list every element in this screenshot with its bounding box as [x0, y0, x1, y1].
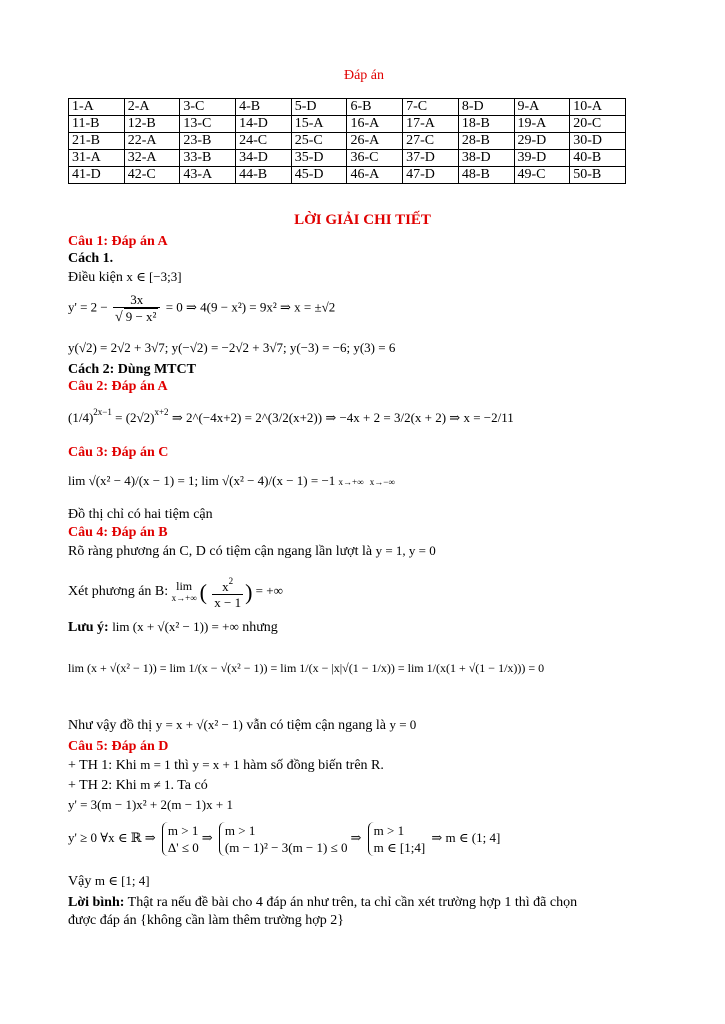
q5-sys1-row2: Δ' ≤ 0: [167, 840, 199, 855]
q5-conclusion-math: m ∈ [1; 4]: [94, 873, 150, 888]
answer-cell: 8-D: [458, 99, 514, 116]
answer-cell: 13-C: [180, 116, 236, 133]
q5-condition: y' ≥ 0 ∀x ∈ ℝ ⇒ m > 1 Δ' ≤ 0 ⇒ m > 1 (m − 1)² − 3(m − 1) ≤ 0 ⇒ m > 1 m ∈ [1;4] ⇒ m ∈ (1; 4]: [68, 823, 501, 855]
answer-cell: 5-D: [291, 99, 347, 116]
q5-comment: [68, 894, 577, 911]
q1-method1: Cách 1.: [68, 251, 114, 266]
q1-deriv-num: 3x: [113, 292, 160, 308]
q3-lim-sub2: x→−∞: [369, 477, 395, 488]
answer-cell: 20-C: [570, 116, 626, 133]
q1-derivative: [68, 292, 335, 325]
q5-th2-b: . Ta có: [170, 778, 208, 793]
q1-condition-math: x ∈ [−3;3]: [126, 269, 182, 284]
q4-line2-label: Xét phương án B:: [68, 583, 169, 599]
answer-cell: 16-A: [347, 116, 403, 133]
answer-cell: 23-B: [180, 133, 236, 150]
q1-deriv-fraction: $\frac{3x}{\text{√ 9 − x²}}$: [113, 292, 160, 325]
q4-line1-text: Rõ ràng phương án C, D có tiệm cận ngang lần lượt là: [68, 544, 373, 559]
answer-cell: 46-A: [347, 167, 403, 184]
q2-eq-right: ⇒ 2^(−4x+2) = 2^(3/2(x+2)) ⇒ −4x + 2 = 3/2(x + 2) ⇒ x = −2/11: [171, 410, 514, 425]
answer-cell: 40-B: [570, 150, 626, 167]
q5-comment-label: Lời bình:: [68, 895, 125, 910]
q5-system1: [162, 822, 199, 856]
answer-cell: 33-B: [180, 150, 236, 167]
answer-cell: 35-D: [291, 150, 347, 167]
answer-row: [69, 133, 626, 150]
q4-concl-a: Như vậy đồ thị: [68, 718, 153, 733]
answer-cell: 17-A: [403, 116, 459, 133]
q2-heading: Câu 2: Đáp án A: [68, 379, 168, 394]
q1-condition-label: Điều kiện: [68, 270, 123, 285]
q3-limits: [68, 472, 398, 489]
q1-deriv-left: y' = 2 −: [68, 299, 108, 315]
answer-cell: 32-A: [124, 150, 180, 167]
q4-heading: Câu 4: Đáp án B: [68, 525, 168, 540]
q4-concl-math2: y = 0: [389, 717, 417, 732]
answer-row: [69, 150, 626, 167]
answer-cell: 29-D: [514, 133, 570, 150]
q2-eq-exp2: x+2: [154, 407, 169, 417]
answer-cell: 9-A: [514, 99, 570, 116]
answer-cell: 39-D: [514, 150, 570, 167]
q5-th1-b: thì: [174, 758, 189, 773]
answer-cell: 2-A: [124, 99, 180, 116]
q4-concl-b: vẫn có tiệm cận ngang là: [246, 718, 386, 733]
q2-equation: [68, 404, 514, 426]
answer-cell: 47-D: [403, 167, 459, 184]
answer-cell: 49-C: [514, 167, 570, 184]
answer-cell: 41-D: [69, 167, 125, 184]
q4-line1-math: y = 1, y = 0: [375, 543, 436, 558]
q5-conclusion: [68, 872, 150, 890]
answer-cell: 21-B: [69, 133, 125, 150]
answer-cell: 28-B: [458, 133, 514, 150]
q4-conclusion: [68, 716, 416, 734]
q5-sys3-row1: m > 1: [373, 823, 405, 838]
answer-cell: 38-D: [458, 150, 514, 167]
answer-cell: 25-C: [291, 133, 347, 150]
q5-heading: Câu 5: Đáp án D: [68, 739, 169, 754]
answer-cell: 27-C: [403, 133, 459, 150]
answer-cell: 18-B: [458, 116, 514, 133]
q4-line2-math: = +∞: [255, 582, 283, 598]
q4-note: [68, 618, 278, 636]
answer-row: [69, 116, 626, 133]
answer-cell: 44-B: [236, 167, 292, 184]
q5-th2-math: m ≠ 1: [140, 777, 171, 792]
answer-cell: 3-C: [180, 99, 236, 116]
q5-system2: [219, 822, 348, 856]
answer-row: [69, 167, 626, 184]
q1-deriv-den: 9 − x²: [125, 309, 157, 324]
q5-th1-a: + TH 1: Khi: [68, 758, 137, 773]
q3-lim-expr: lim √(x² − 4)/(x − 1) = 1; lim √(x² − 4)/(x − 1) = −1: [68, 473, 336, 488]
answer-cell: 19-A: [514, 116, 570, 133]
q5-th1-math2: y = x + 1: [192, 757, 240, 772]
answer-cell: 7-C: [403, 99, 459, 116]
answer-cell: 11-B: [69, 116, 125, 133]
q1-deriv-right: = 0 ⇒ 4(9 − x²) = 9x² ⇒ x = ±√2: [165, 299, 336, 315]
q5-sys3-row2: m ∈ [1;4]: [373, 840, 426, 855]
q2-eq-exp1: 2x−1: [93, 407, 112, 417]
q5-th1-math: m = 1: [140, 757, 171, 772]
answer-cell: 42-C: [124, 167, 180, 184]
q5-th2-a: + TH 2: Khi: [68, 778, 137, 793]
q5-conclusion-label: Vậy: [68, 874, 92, 889]
answer-cell: 45-D: [291, 167, 347, 184]
q5-comment-text1: Thật ra nếu đề bài cho 4 đáp án như trên, ta chỉ cần xét trường hợp 1 thì đã chọn: [127, 895, 578, 910]
q4-note-math: lim (x + √(x² − 1)) = +∞: [112, 619, 239, 634]
answer-key-table: [68, 98, 626, 184]
answer-cell: 36-C: [347, 150, 403, 167]
answer-cell: 43-A: [180, 167, 236, 184]
answer-cell: 50-B: [570, 167, 626, 184]
answer-cell: 1-A: [69, 99, 125, 116]
q2-eq-mid: = (2√2): [115, 410, 155, 425]
q5-case2: [68, 776, 208, 794]
q4-note-label: Lưu ý:: [68, 620, 109, 635]
answer-cell: 22-A: [124, 133, 180, 150]
q4-line2: Xét phương án B: lim x→+∞ ( $\frac{x^2}{x - 1}$ ) = +∞: [68, 576, 283, 610]
answer-cell: 37-D: [403, 150, 459, 167]
q3-heading: Câu 3: Đáp án C: [68, 445, 169, 460]
q5-cond-left: y' ≥ 0 ∀x ∈ ℝ ⇒: [68, 829, 156, 845]
q1-method2: Cách 2: Dùng MTCT: [68, 362, 196, 377]
answer-cell: 26-A: [347, 133, 403, 150]
answer-key-title: Đáp án: [343, 68, 385, 83]
q1-values: y(√2) = 2√2 + 3√7; y(−√2) = −2√2 + 3√7; y(−3) = −6; y(3) = 6: [68, 340, 396, 355]
q4-long-expression: lim (x + √(x² − 1)) = lim 1/(x − √(x² − 1)) = lim 1/(x − |x|√(1 − 1/x)) = lim 1/(x(1 + √(1 − 1/x))) = 0: [68, 661, 545, 675]
q5-sys1-row1: m > 1: [167, 823, 199, 838]
q1-condition: [68, 268, 182, 286]
section-title: LỜI GIẢI CHI TIẾT: [294, 212, 431, 228]
q3-conclusion: Đồ thị chỉ có hai tiệm cận: [68, 507, 213, 522]
q2-eq-left: (1/4): [68, 410, 94, 425]
q5-derivative: y' = 3(m − 1)x² + 2(m − 1)x + 1: [68, 797, 233, 812]
answer-cell: 14-D: [236, 116, 292, 133]
q5-case1: [68, 756, 384, 774]
q5-sys2-row1: m > 1: [224, 823, 256, 838]
answer-cell: 4-B: [236, 99, 292, 116]
q4-note-after: nhưng: [242, 620, 278, 635]
q5-sys2-row2: (m − 1)² − 3(m − 1) ≤ 0: [224, 840, 348, 855]
q4-line1: [68, 542, 436, 560]
q5-system3: [368, 822, 426, 856]
q1-heading: Câu 1: Đáp án A: [68, 234, 168, 249]
answer-cell: 15-A: [291, 116, 347, 133]
answer-cell: 12-B: [124, 116, 180, 133]
answer-cell: 24-C: [236, 133, 292, 150]
answer-cell: 30-D: [570, 133, 626, 150]
answer-cell: 10-A: [570, 99, 626, 116]
q4-concl-math: y = x + √(x² − 1): [155, 717, 243, 732]
answer-row: [69, 99, 626, 116]
q3-lim-sub1: x→+∞: [338, 477, 364, 488]
answer-cell: 48-B: [458, 167, 514, 184]
answer-cell: 34-D: [236, 150, 292, 167]
q5-cond-right: ⇒ m ∈ (1; 4]: [431, 829, 501, 845]
q5-comment-line2: được đáp án {không cần làm thêm trường hợp 2}: [68, 913, 344, 928]
q5-th1-c: hàm số đồng biến trên R.: [243, 758, 384, 773]
answer-cell: 6-B: [347, 99, 403, 116]
answer-cell: 31-A: [69, 150, 125, 167]
